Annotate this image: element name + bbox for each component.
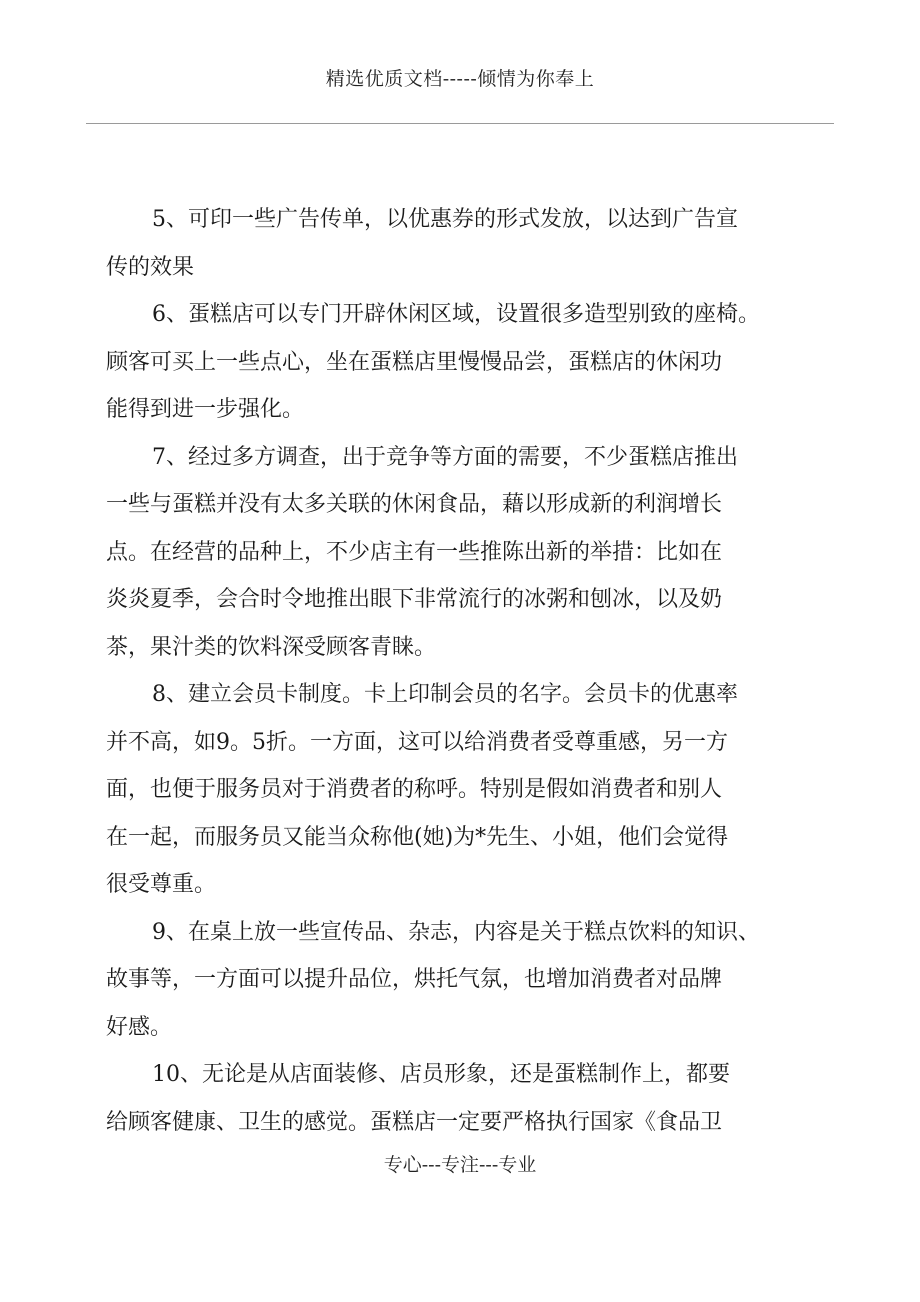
paragraph-line: 炎炎夏季，会合时令地推出眼下非常流行的冰粥和刨冰，以及奶 bbox=[106, 587, 723, 612]
header-divider bbox=[86, 123, 834, 124]
document-body bbox=[106, 196, 826, 1146]
paragraph-line: 8、建立会员卡制度。卡上印制会员的名字。会员卡的优惠率 bbox=[152, 682, 738, 707]
paragraph-line: 很受尊重。 bbox=[106, 872, 217, 897]
paragraph-line: 顾客可买上一些点心，坐在蛋糕店里慢慢品尝，蛋糕店的休闲功 bbox=[106, 349, 723, 375]
paragraph-line: 能得到进一步强化。 bbox=[106, 397, 305, 422]
paragraph-5 bbox=[106, 196, 826, 291]
paragraph-9 bbox=[106, 909, 826, 1052]
paragraph-line: 一些与蛋糕并没有太多关联的休闲食品，藉以形成新的利润增长 bbox=[106, 492, 723, 517]
paragraph-line: 故事等，一方面可以提升品位，烘托气氛，也增加消费者对品牌 bbox=[106, 967, 723, 992]
paragraph-line: 茶，果汁类的饮料深受顾客青睐。 bbox=[106, 634, 437, 660]
paragraph-7 bbox=[106, 434, 826, 672]
paragraph-line: 7、经过多方调查，出于竞争等方面的需要，不少蛋糕店推出 bbox=[152, 444, 738, 470]
page-header: 精选优质文档-----倾情为你奉上 bbox=[325, 68, 595, 90]
paragraph-line: 面，也便于服务员对于消费者的称呼。特别是假如消费者和别人 bbox=[106, 777, 723, 802]
paragraph-line: 5、可印一些广告传单，以优惠券的形式发放，以达到广告宣 bbox=[152, 207, 738, 232]
paragraph-line: 10、无论是从店面装修、店员形象，还是蛋糕制作上，都要 bbox=[152, 1062, 730, 1087]
paragraph-line: 9、在桌上放一些宣传品、杂志，内容是关于糕点饮料的知识、 bbox=[152, 919, 760, 945]
paragraph-line: 好感。 bbox=[106, 1014, 173, 1040]
paragraph-10 bbox=[106, 1051, 826, 1146]
paragraph-line: 6、蛋糕店可以专门开辟休闲区域，设置很多造型别致的座椅。 bbox=[152, 302, 760, 327]
paragraph-line: 在一起，而服务员又能当众称他(她)为*先生、小姐，他们会觉得 bbox=[106, 824, 729, 850]
page-footer: 专心---专注---专业 bbox=[383, 1154, 537, 1176]
paragraph-line: 并不高，如9。5折。一方面，这可以给消费者受尊重感，另一方 bbox=[106, 729, 728, 755]
paragraph-8 bbox=[106, 671, 826, 909]
paragraph-line: 点。在经营的品种上，不少店主有一些推陈出新的举措：比如在 bbox=[106, 539, 723, 565]
paragraph-line: 传的效果 bbox=[106, 254, 195, 280]
paragraph-6 bbox=[106, 291, 826, 434]
paragraph-line: 给顾客健康、卫生的感觉。蛋糕店一定要严格执行国家《食品卫 bbox=[106, 1109, 723, 1135]
